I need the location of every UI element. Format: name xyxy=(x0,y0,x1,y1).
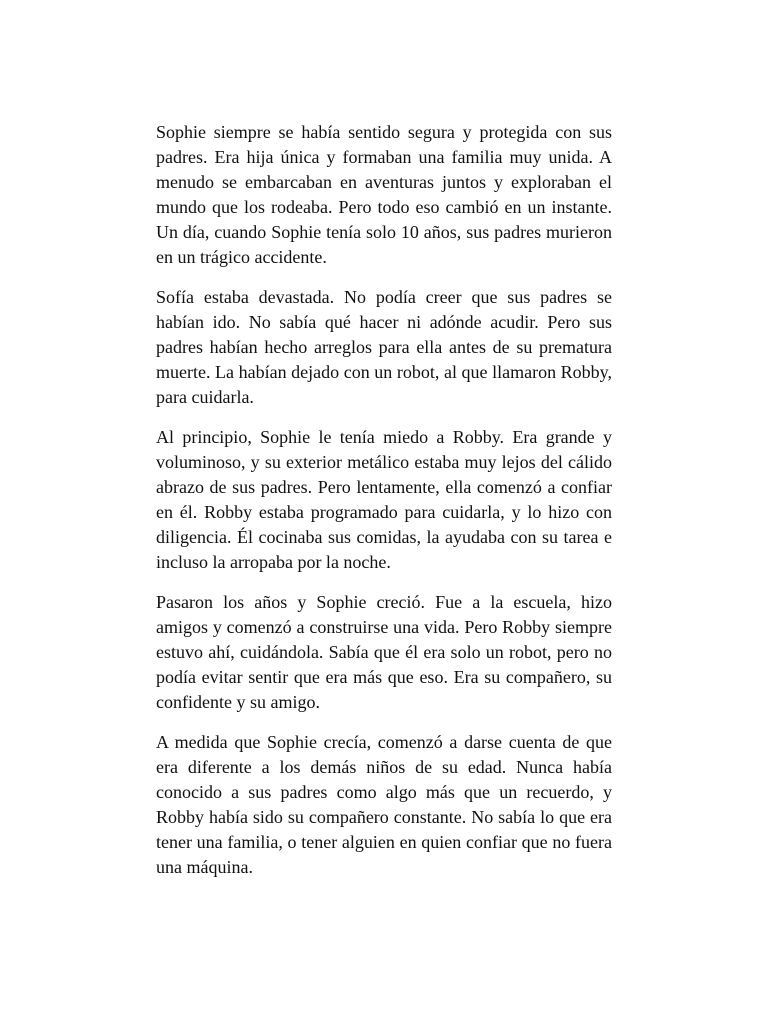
paragraph-5: A medida que Sophie crecía, comenzó a darse cuenta de que era diferente a los demás niños de su edad. Nunca había conocido a sus padres como algo más que un recuerdo, y Robby había sido su compañero constante. No sabía lo que era tener una familia, o tener alguien en quien confiar que no fuera una máquina. xyxy=(156,732,612,877)
paragraph-3: Al principio, Sophie le tenía miedo a Robby. Era grande y voluminoso, y su exterior metálico estaba muy lejos del cálido abrazo de sus padres. Pero lentamente, ella comenzó a confiar en él. Robby estaba programado para cuidarla, y lo hizo con diligencia. Él cocinaba sus comidas, la ayudaba con su tarea e incluso la arropaba por la noche. xyxy=(156,427,612,572)
document-body xyxy=(156,120,612,895)
paragraph-2: Sofía estaba devastada. No podía creer que sus padres se habían ido. No sabía qué hacer ni adónde acudir. Pero sus padres habían hecho arreglos para ella antes de su prematura muerte. La habían dejado con un robot, al que llamaron Robby, para cuidarla. xyxy=(156,287,612,407)
paragraph-1: Sophie siempre se había sentido segura y protegida con sus padres. Era hija única y formaban una familia muy unida. A menudo se embarcaban en aventuras juntos y exploraban el mundo que los rodeaba. Pero todo eso cambió en un instante. Un día, cuando Sophie tenía solo 10 años, sus padres murieron en un trágico accidente. xyxy=(156,122,612,267)
paragraph-4: Pasaron los años y Sophie creció. Fue a la escuela, hizo amigos y comenzó a construirse una vida. Pero Robby siempre estuvo ahí, cuidándola. Sabía que él era solo un robot, pero no podía evitar sentir que era más que eso. Era su compañero, su confidente y su amigo. xyxy=(156,592,612,712)
